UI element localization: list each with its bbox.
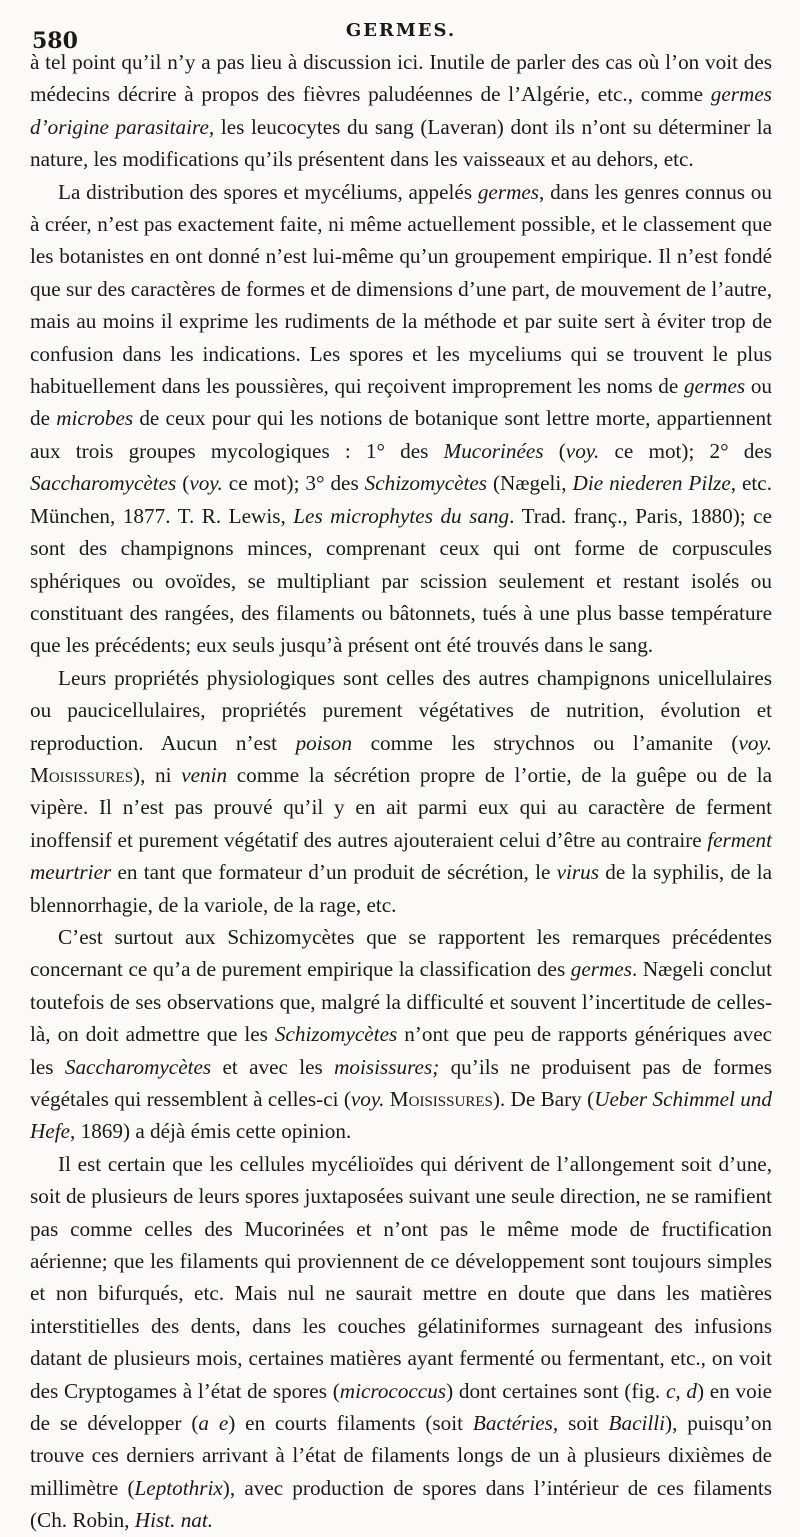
text-run: ce mot); 2° des: [599, 438, 772, 463]
italic-text: a e: [198, 1411, 229, 1436]
italic-text: Ueber Schimmel und Hefe: [30, 1087, 772, 1144]
text-run: ) en courts filaments (soit: [228, 1411, 473, 1436]
paragraph: [30, 176, 772, 662]
italic-text: ferment meurtrier: [30, 827, 772, 885]
text-run: comme les strychnos ou l’amanite (: [352, 730, 739, 755]
text-run: , etc. München, 1877. T. R. Lewis,: [30, 471, 772, 528]
page-header: [30, 10, 772, 54]
paragraph: [30, 662, 772, 921]
italic-text: Mucorinées: [443, 438, 544, 463]
text-run: , 1869) a déjà émis cette opinion.: [70, 1119, 352, 1144]
italic-text: Schizomycètes: [274, 1022, 398, 1047]
italic-text: germes: [477, 179, 540, 204]
text-run: , les leucocytes du sang (Laveran) dont ils n’ont su déterminer la nature, les modifications qu’ils présentent dans les vaisseaux et au dehors, etc.: [30, 114, 772, 172]
italic-text: germes d’origine parasitaire: [30, 82, 772, 139]
italic-text: voy.: [350, 1087, 385, 1111]
body-text: [30, 46, 772, 1537]
text-run: ), puisqu’on trouve ces derniers arrivant à l’état de filaments longs de un à plusieurs dixièmes de millimètre (: [30, 1411, 773, 1500]
text-run: ou de: [30, 374, 772, 431]
italic-text: venin: [181, 762, 228, 787]
page-number: 580: [32, 28, 78, 54]
text-run: ), ni: [133, 762, 182, 787]
text-run: (: [176, 471, 190, 496]
paragraph: [30, 921, 772, 1148]
text-run: , soit: [552, 1411, 609, 1436]
italic-text: Les microphytes du sang: [293, 503, 510, 528]
italic-text: moisissures;: [334, 1054, 440, 1079]
italic-text: Schizomycètes: [364, 471, 488, 496]
italic-text: Hist. nat.: [134, 1508, 214, 1533]
text-run: ). De Bary (: [492, 1087, 595, 1111]
paragraph: [30, 46, 772, 176]
text-run: (: [543, 438, 566, 463]
text-run: C’est surtout aux Schizomycètes que se rapportent les remarques précédentes concernant ce qu’a de purement empirique la classification des: [30, 924, 772, 982]
text-run: (Nægeli,: [487, 471, 573, 496]
text-run: La distribution des spores et mycéliums, appelés: [58, 179, 478, 204]
text-run: , dans les genres connus ou à créer, n’est pas exactement faite, ni même actuellement possible, et le classement que les botanistes en ont donné n’est lui-même qu’un groupement empirique. Il n’est fondé que sur des caractères de formes et de dimensions d’une part, de mouvement de l’autre, mais au moins il exprime les rudiments de la méthode et par suite sert à éviter trop de confusion dans les indications. Les spores et les myceliums qui se trouvent le plus habituellement dans les poussières, qui reçoivent improprement les noms de: [30, 179, 772, 399]
italic-text: voy.: [565, 438, 600, 463]
italic-text: voy.: [738, 730, 773, 755]
text-run: ) en voie de se développer (: [30, 1378, 772, 1436]
italic-text: Bacilli: [608, 1411, 666, 1436]
italic-text: micrococcus: [339, 1378, 447, 1403]
italic-text: germes: [683, 374, 746, 399]
italic-text: voy.: [189, 471, 223, 496]
small-caps-text: Moisissures: [30, 762, 134, 787]
text-run: ce mot); 3° des: [222, 471, 365, 496]
text-run: ), avec production de spores dans l’intérieur de ces filaments (Ch. Robin,: [30, 1475, 772, 1533]
text-run: et avec les: [211, 1054, 335, 1079]
text-run: . Trad. franç., Paris, 1880); ce sont des champignons minces, comprenant ceux qui ont forme de corpuscules sphériques ou ovoïdes, se multipliant par scission seulement et restant isolés ou constituant des rangées, des filaments ou bâtonnets, tués à une plus basse température que les précédents; eux seuls jusqu’à présent ont été trouvés dans le sang.: [30, 503, 772, 658]
text-run: comme la sécrétion propre de l’ortie, de la guêpe ou de la vipère. Il n’est pas prouvé qu’il y en ait parmi eux qui au caractère de ferment inoffensif et purement végétatif des autres ajouteraient celui d’être au contraire: [30, 762, 772, 852]
italic-text: Bactéries: [472, 1411, 553, 1436]
text-run: de la syphilis, de la blennorrhagie, de la variole, de la rage, etc.: [30, 860, 772, 917]
italic-text: germes: [570, 957, 632, 982]
italic-text: c, d: [665, 1378, 697, 1403]
text-run: . Nægeli conclut toutefois de ses observations que, malgré la difficulté et souvent l’incertitude de celles-là, on doit admettre que les: [30, 957, 772, 1047]
text-run: Il est certain que les cellules mycélioïdes qui dérivent de l’allongement soit d’une, soit de plusieurs de leurs spores juxtaposées suivant une seule direction, ne se ramifient pas comme celles des Mucorinées et n’ont pas le même mode de fructification aérienne; que les filaments qui proviennent de ce développement sont toujours simples et non bifurqués, etc. Mais nul ne saurait mettre en doute que dans les matières interstitielles des dents, dans les couches gélatiniformes surnageant des infusions datant de plusieurs mois, certaines matières ayant fermenté ou fermentant, etc., on voit des Cryptogames à l’état de spores (: [30, 1151, 772, 1403]
text-run: qu’ils ne produisent pas de formes végétales qui ressemblent à celles-ci (: [30, 1054, 772, 1111]
text-run: Leurs propriétés physiologiques sont celles des autres champignons unicellulaires ou paucicellulaires, propriétés purement végétatives de nutrition, évolution et reproduction. Aucun n’est: [30, 665, 772, 755]
running-title: GERMES.: [345, 20, 457, 41]
italic-text: Saccharomycètes: [30, 471, 177, 496]
italic-text: Saccharomycètes: [64, 1054, 212, 1079]
text-run: n’ont que peu de rapports génériques avec les: [30, 1022, 772, 1079]
text-run: à tel point qu’il n’y a pas lieu à discussion ici. Inutile de parler des cas où l’on voit des médecins décrire à propos des fièvres paludéennes de l’Algérie, etc., comme: [30, 50, 772, 107]
italic-text: poison: [295, 730, 353, 755]
small-caps-text: Moisissures: [389, 1087, 493, 1111]
italic-text: microbes: [56, 406, 134, 431]
italic-text: virus: [556, 860, 599, 885]
italic-text: Leptothrix: [134, 1475, 223, 1500]
paragraph: [30, 1148, 772, 1537]
text-run: ) dont certaines sont (fig.: [446, 1378, 666, 1403]
text-run: en tant que formateur d’un produit de sécrétion, le: [111, 860, 557, 885]
italic-text: Die niederen Pilze: [572, 471, 731, 496]
text-run: de ceux pour qui les notions de botanique sont lettre morte, appartiennent aux trois groupes mycologiques : 1° des: [30, 406, 772, 463]
